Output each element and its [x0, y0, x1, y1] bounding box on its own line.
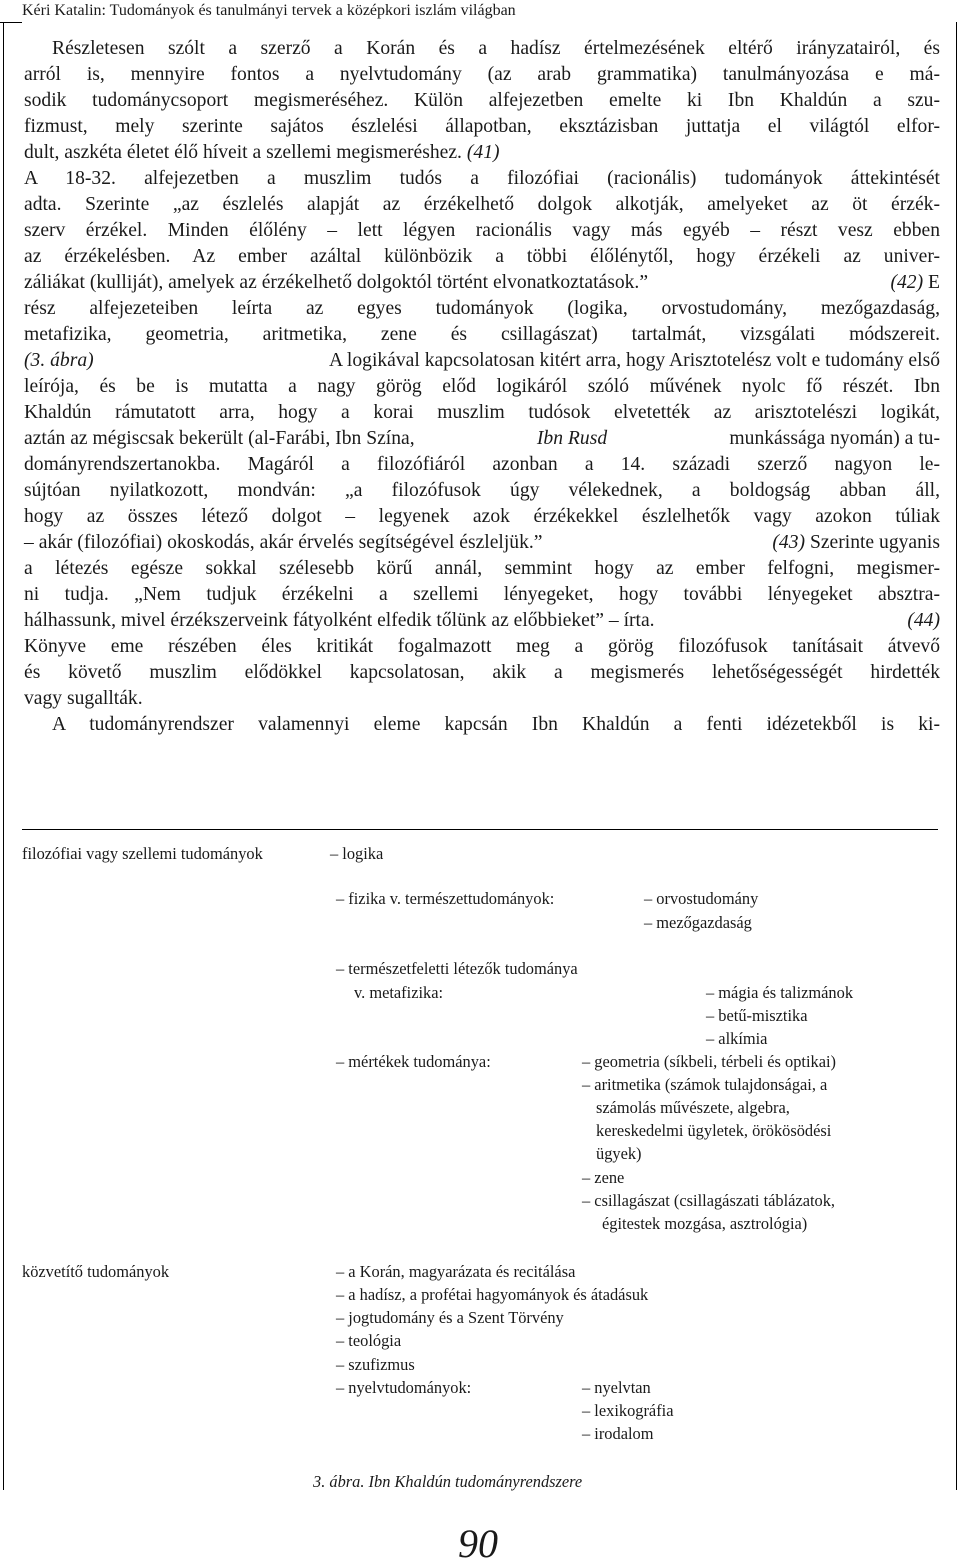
body-line: adta. Szerinte „az észlelés alapját az érzékelhető dolgok alkotják, amelyeket az öt érzék-: [24, 194, 940, 215]
footnote-ref: (41): [466, 142, 500, 163]
law: – jogtudomány és a Szent Törvény: [336, 1308, 564, 1327]
body-line: sodik tudománycsoport megismeréséhez. Külön alfejezetben emelte ki Ibn Khaldún a szu-: [24, 90, 940, 111]
logic: – logika: [330, 844, 384, 863]
body-text-run: hálhassunk, mivel érzékszerveink fátyolként elfedik tőlünk az előbbieket” – írta.: [24, 610, 655, 631]
body-text-run: záliákat (kulliját), amelyek az érzékelhető dolgoktól történt elvonatkoztatások.”: [24, 272, 649, 293]
linguistics: – nyelvtudományok:: [336, 1378, 472, 1397]
body-line: arról is, mennyire fontos a nyelvtudomány (az arab grammatika) tanulmányozása e má-: [24, 64, 940, 85]
body-line: és követő muszlim elődökkel kapcsolatosan, akik a megismerés lehetőségességét hirdették: [24, 662, 940, 683]
body-line: Részletesen szólt a szerző a Korán és a hadísz értelmezésének eltérő irányzatairól, és: [52, 38, 940, 59]
body-line: szerv érzékel. Minden élőlény – lett légyen racionális vagy más egyéb – részt vesz ebben: [24, 220, 940, 241]
body-line: [24, 530, 940, 556]
alchemy: – alkímia: [706, 1029, 768, 1048]
hadith: – a hadísz, a profétai hagyományok és átadásuk: [336, 1285, 649, 1304]
body-line: rész alfejezeteiben leírta az egyes tudományok (logika, orvostudomány, mezőgazdaság,: [24, 298, 940, 319]
body-line: Könyve eme részében éles kritikát fogalmazott meg a görög filozófusok tanításait átvevő: [24, 636, 940, 657]
right-margin-rule: [956, 22, 957, 1490]
geometry: – geometria (síkbeli, térbeli és optikai): [582, 1052, 836, 1071]
body-text-run: E: [928, 272, 940, 293]
body-line: [24, 426, 940, 452]
body-text-run: munkássága nyomán) a tu-: [729, 428, 940, 449]
philosophical-sciences: filozófiai vagy szellemi tudományok: [22, 844, 263, 863]
body-text-run: aztán az mégiscsak bekerült (al-Farábi, Ibn Szína,: [24, 428, 415, 449]
astronomy-cont: égitestek mozgása, asztrológia): [602, 1214, 808, 1233]
magic-talismans: – mágia és talizmánok: [706, 983, 854, 1002]
astronomy: – csillagászat (csillagászati táblázatok,: [582, 1191, 836, 1210]
body-text-run: dult, aszkéta életet élő híveit a szellemi megismeréshez.: [24, 142, 462, 163]
body-line: hogy az összes létező dolgot – legyenek azok érzékekkel észlelhetők vagy azokon túliak: [24, 506, 940, 527]
arithmetic-cont: ügyek): [596, 1144, 642, 1163]
body-text: [24, 36, 940, 738]
left-margin-rule: [3, 22, 4, 1490]
metaphysics: v. metafizika:: [354, 983, 444, 1002]
body-line: [24, 140, 940, 166]
body-line: [24, 608, 940, 634]
mediating-sciences: közvetítő tudományok: [22, 1262, 170, 1281]
letter-mysticism: – betű-misztika: [706, 1006, 808, 1025]
body-line: [24, 270, 940, 296]
footnote-ref: (44): [907, 610, 940, 631]
arithmetic-cont: számolás művészete, algebra,: [596, 1098, 790, 1117]
lexicography: – lexikográfia: [582, 1401, 674, 1420]
body-line: [24, 348, 940, 374]
body-line: ni tudja. „Nem tudjuk érzékelni a szellemi lényegeket, hogy további lényegeket absztra-: [24, 584, 940, 605]
body-line: A tudományrendszer valamennyi eleme kapcsán Ibn Khaldún a fenti idézetekből is ki-: [52, 714, 940, 735]
body-line: sújtóan nyilatkozott, mondván: „a filozófusok úgy vélekednek, a boldogság abban áll,: [24, 480, 940, 501]
arithmetic-cont: kereskedelmi ügyletek, örökösödési: [596, 1121, 832, 1140]
body-line: A 18-32. alfejezetben a muszlim tudós a filozófiai (racionális) tudományok áttekintését: [24, 168, 940, 189]
page-number: 90: [458, 1521, 498, 1566]
music: – zene: [582, 1168, 625, 1187]
body-line: metafizika, geometria, aritmetika, zene és csillagászat) tartalmát, vizsgálati módszereit.: [24, 324, 940, 345]
medicine: – orvostudomány: [644, 889, 759, 908]
body-line: az érzékelésben. Az ember azáltal különbözik a többi élőlénytől, hogy érzékeli az univer-: [24, 246, 940, 267]
theology: – teológia: [336, 1331, 402, 1350]
running-head: Kéri Katalin: Tudományok és tanulmányi tervek a középkori iszlám világban: [22, 2, 516, 19]
body-line: leírója, és be is mutatta a nagy görög előd logikáról szóló művének nyolc fő részét. Ibn: [24, 376, 940, 397]
footnote-ref: (43): [772, 532, 806, 553]
body-line: fizmust, mely szerinte sajátos észlelési állapotban, eksztázisban juttatja el világtól elfor-: [24, 116, 940, 137]
figure-top-rule: [22, 829, 938, 830]
body-text-run: – akár (filozófiai) okoskodás, akár érvelés segítségével észleljük.”: [24, 532, 543, 553]
body-text-run: Szerinte ugyanis: [809, 532, 940, 553]
literature: – irodalom: [582, 1424, 654, 1443]
measures-science: – mértékek tudománya:: [336, 1052, 491, 1071]
agriculture: – mezőgazdaság: [644, 913, 752, 932]
footnote-ref: (42): [890, 272, 924, 293]
body-line: Khaldún rámutatott arra, hogy a korai muszlim tudósok elvetették az arisztotelészi logikát,: [24, 402, 940, 423]
supernatural-sciences: – természetfeletti létezők tudománya: [336, 959, 578, 978]
physics: – fizika v. természettudományok:: [336, 889, 555, 908]
figure-ref: (3. ábra): [24, 350, 94, 371]
body-line: dományrendszertanokba. Magáról a filozófiáról azonban a 14. századi szerző nagyon le-: [24, 454, 940, 475]
body-line: a létezés egésze sokkal szélesebb körű annál, semmint hogy az ember felfogni, megismer-: [24, 558, 940, 579]
italic-name: Ibn Rusd: [536, 428, 608, 449]
sufism: – szufizmus: [336, 1355, 415, 1374]
body-text-run: A logikával kapcsolatosan kitért arra, hogy Arisztotelész volt e tudomány első: [328, 350, 940, 371]
body-line: vagy sugallták.: [24, 688, 143, 709]
figure-caption: 3. ábra. Ibn Khaldún tudományrendszere: [313, 1472, 583, 1491]
quran: – a Korán, magyarázata és recitálása: [336, 1262, 576, 1281]
grammar: – nyelvtan: [582, 1378, 651, 1397]
arithmetic: – aritmetika (számok tulajdonságai, a: [582, 1075, 828, 1094]
